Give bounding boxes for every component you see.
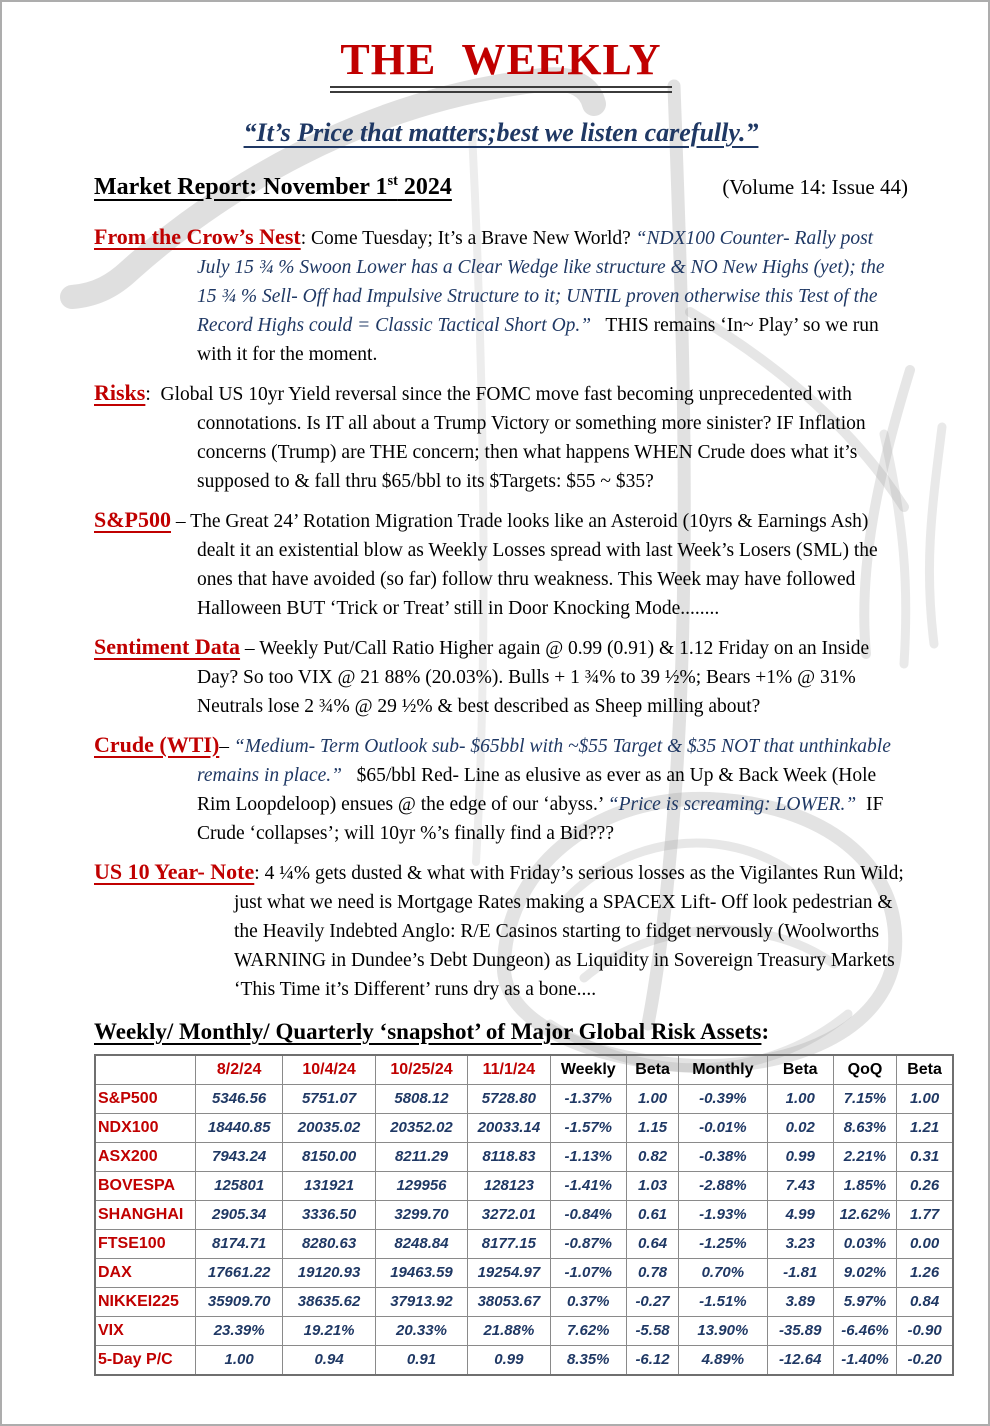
table-cell: 35909.70 (195, 1287, 282, 1316)
section-sep: : (145, 383, 161, 405)
section-body: Global US 10yr Yield reversal since the FOMC move fast becoming unprecedented with connotations. Is IT all about a Trump Victory or something more sinister? IF Inflation concerns (Trump) are THE concern; then what happens WHEN Crude does what it’s supposed to & fall thru $65/bbl to its $Targets: $55 ~ $35? (160, 383, 871, 492)
table-cell: 7943.24 (195, 1142, 282, 1171)
section-crude-wti (94, 730, 908, 848)
table-cell: -1.37% (550, 1084, 626, 1113)
table-cell: 18440.85 (195, 1113, 282, 1142)
table-cell: 13.90% (679, 1316, 767, 1345)
section-us-10-year-note (94, 857, 908, 1004)
table-cell: 17661.22 (195, 1258, 282, 1287)
column-header: 10/25/24 (375, 1055, 467, 1085)
table-cell: -1.41% (550, 1171, 626, 1200)
table-cell: 5346.56 (195, 1084, 282, 1113)
table-title-colon: : (761, 1018, 770, 1044)
table-cell: 23.39% (195, 1316, 282, 1345)
table-cell: 2905.34 (195, 1200, 282, 1229)
table-cell: 7.15% (833, 1084, 896, 1113)
section-lead: Come Tuesday; It’s a Brave New World? (311, 227, 636, 249)
table-cell: 1.00 (195, 1345, 282, 1375)
table-cell: 8248.84 (375, 1229, 467, 1258)
table-cell: 1.00 (897, 1084, 953, 1113)
row-label: BOVESPA (95, 1171, 195, 1200)
newsletter-title: THE WEEKLY (330, 36, 671, 93)
table-cell: -0.90 (897, 1316, 953, 1345)
row-label: ASX200 (95, 1142, 195, 1171)
table-cell: 3336.50 (283, 1200, 375, 1229)
section-tail: IF Crude ‘collapses’; will 10yr %’s finally find a Bid??? (197, 793, 889, 844)
table-cell: 0.78 (626, 1258, 678, 1287)
row-label: VIX (95, 1316, 195, 1345)
section-body: 4 ¼% gets dusted & what with Friday’s serious losses as the Vigilantes Run Wild; just what we need is Mortgage Rates making a SPACEX Lift- Off look pedestrian & the Heavily Indebted Anglo: R/E Casinos starting to fidget nervously (Woolworths WARNING in Dundee’s Debt Dungeon) as Liquidity in Sovereign Treasury Markets ‘This Time it’s Different’ runs dry as a bone.... (234, 862, 909, 1000)
section-risks (94, 378, 908, 496)
column-header: Beta (626, 1055, 678, 1085)
section-blue-quote: “Medium- Term Outlook sub- $65bbl with ~$55 Target & $35 NOT that unthinkable remains in place.” (197, 735, 896, 786)
table-cell: 20033.14 (468, 1113, 550, 1142)
report-header-row (94, 173, 908, 201)
section-sep: : (254, 862, 265, 884)
section-sentiment-data (94, 632, 908, 721)
section-heading-crows-nest: From the Crow’s Nest (94, 223, 301, 249)
table-cell: -1.13% (550, 1142, 626, 1171)
section-body: The Great 24’ Rotation Migration Trade looks like an Asteroid (10yrs & Earnings Ash) dealt it an existential blow as Weekly Losses spread with last Week’s Losers (SML) the ones that have avoided (so far) follow thru weakness. This Week may have followed Halloween BUT ‘Trick or Treat’ still in Door Knocking Mode........ (190, 510, 883, 619)
table-cell: 20035.02 (283, 1113, 375, 1142)
tagline-quote: “It’s Price that matters;best we listen carefully.” (243, 117, 759, 147)
column-header (95, 1055, 195, 1085)
table-cell: 8211.29 (375, 1142, 467, 1171)
row-label: 5-Day P/C (95, 1345, 195, 1375)
table-cell: -0.87% (550, 1229, 626, 1258)
table-cell: 8.63% (833, 1113, 896, 1142)
table-row (95, 1142, 953, 1171)
row-label: FTSE100 (95, 1229, 195, 1258)
table-cell: 5751.07 (283, 1084, 375, 1113)
table-cell: 128123 (468, 1171, 550, 1200)
table-row (95, 1229, 953, 1258)
table-cell: 3.23 (767, 1229, 833, 1258)
section-heading-sentiment: Sentiment Data (94, 633, 241, 659)
section-sep: : (300, 227, 312, 249)
section-blue-quote: “Price is screaming: LOWER.” (607, 793, 857, 815)
table-cell: -12.64 (767, 1345, 833, 1375)
table-cell: 38635.62 (283, 1287, 375, 1316)
table-cell: 20.33% (375, 1316, 467, 1345)
table-cell: 8150.00 (283, 1142, 375, 1171)
table-cell: -6.12 (626, 1345, 678, 1375)
table-cell: 19.21% (283, 1316, 375, 1345)
row-label: NDX100 (95, 1113, 195, 1142)
table-header-row (95, 1055, 953, 1085)
table-cell: 1.26 (897, 1258, 953, 1287)
table-title-text: Weekly/ Monthly/ Quarterly ‘snapshot’ of Major Global Risk Assets (94, 1018, 762, 1044)
table-cell: 0.26 (897, 1171, 953, 1200)
table-cell: 9.02% (833, 1258, 896, 1287)
table-cell: 0.91 (375, 1345, 467, 1375)
table-cell: 4.99 (767, 1200, 833, 1229)
report-title-text: Market Report: November 1 (94, 173, 388, 200)
table-cell: -35.89 (767, 1316, 833, 1345)
section-heading-risks: Risks (94, 379, 146, 405)
table-cell: 3299.70 (375, 1200, 467, 1229)
table-cell: 8280.63 (283, 1229, 375, 1258)
table-body (95, 1084, 953, 1375)
row-label: NIKKEI225 (95, 1287, 195, 1316)
table-cell: 0.31 (897, 1142, 953, 1171)
table-cell: 21.88% (468, 1316, 550, 1345)
table-cell: 8174.71 (195, 1229, 282, 1258)
table-cell: 3.89 (767, 1287, 833, 1316)
section-sep: – (219, 735, 234, 757)
column-header: QoQ (833, 1055, 896, 1085)
table-cell: 1.21 (897, 1113, 953, 1142)
section-tail: THIS remains ‘In~ Play’ so we run with it for the moment. (197, 314, 884, 365)
table-cell: 38053.67 (468, 1287, 550, 1316)
report-title-ordinal: st (387, 172, 398, 189)
table-cell: 0.94 (283, 1345, 375, 1375)
table-row (95, 1287, 953, 1316)
section-crows-nest (94, 222, 908, 369)
column-header: 8/2/24 (195, 1055, 282, 1085)
table-cell: -6.46% (833, 1316, 896, 1345)
report-title-year: 2024 (397, 173, 452, 200)
table-row (95, 1345, 953, 1375)
row-label: DAX (95, 1258, 195, 1287)
section-heading-sp500: S&P500 (94, 506, 171, 532)
table-cell: 0.99 (767, 1142, 833, 1171)
table-cell: 5.97% (833, 1287, 896, 1316)
table-cell: -5.58 (626, 1316, 678, 1345)
table-cell: 0.99 (468, 1345, 550, 1375)
risk-assets-table (94, 1054, 954, 1376)
table-cell: -0.38% (679, 1142, 767, 1171)
table-cell: -1.07% (550, 1258, 626, 1287)
section-heading-crude: Crude (WTI) (94, 731, 220, 757)
table-cell: -0.20 (897, 1345, 953, 1375)
volume-issue: (Volume 14: Issue 44) (722, 174, 908, 199)
document-content (2, 2, 988, 1376)
table-cell: -0.39% (679, 1084, 767, 1113)
table-cell: 1.15 (626, 1113, 678, 1142)
section-body: Weekly Put/Call Ratio Higher again @ 0.99 (0.91) & 1.12 Friday on an Inside Day? So too VIX @ 21 88% (20.03%). Bulls + 1 ¾% to 39 ½%; Bears +1% @ 31% Neutrals lose 2 ¾% @ 29 ½% & best described as Sheep milling about? (197, 637, 875, 717)
table-cell: 19120.93 (283, 1258, 375, 1287)
table-cell: 0.64 (626, 1229, 678, 1258)
column-header: Beta (767, 1055, 833, 1085)
table-cell: 0.82 (626, 1142, 678, 1171)
table-cell: 20352.02 (375, 1113, 467, 1142)
section-heading-us10: US 10 Year- Note (94, 858, 255, 884)
table-row (95, 1171, 953, 1200)
table-cell: 7.43 (767, 1171, 833, 1200)
table-cell: 5728.80 (468, 1084, 550, 1113)
table-cell: 5808.12 (375, 1084, 467, 1113)
column-header: Monthly (679, 1055, 767, 1085)
table-row (95, 1084, 953, 1113)
table-cell: 8177.15 (468, 1229, 550, 1258)
table-cell: 19254.97 (468, 1258, 550, 1287)
table-cell: 1.85% (833, 1171, 896, 1200)
table-cell: 1.00 (626, 1084, 678, 1113)
section-sp500 (94, 505, 908, 623)
table-cell: -2.88% (679, 1171, 767, 1200)
table-cell: 1.00 (767, 1084, 833, 1113)
table-row (95, 1113, 953, 1142)
table-cell: 4.89% (679, 1345, 767, 1375)
table-cell: 1.77 (897, 1200, 953, 1229)
table-header (95, 1055, 953, 1085)
table-cell: 0.84 (897, 1287, 953, 1316)
table-cell: 0.61 (626, 1200, 678, 1229)
table-cell: -1.51% (679, 1287, 767, 1316)
column-header: Weekly (550, 1055, 626, 1085)
table-cell: 1.03 (626, 1171, 678, 1200)
table-cell: -1.93% (679, 1200, 767, 1229)
table-cell: 129956 (375, 1171, 467, 1200)
table-cell: -0.84% (550, 1200, 626, 1229)
table-cell: -1.25% (679, 1229, 767, 1258)
table-cell: 0.03% (833, 1229, 896, 1258)
table-cell: -0.01% (679, 1113, 767, 1142)
column-header: 10/4/24 (283, 1055, 375, 1085)
section-sep: – (240, 637, 260, 659)
table-cell: 0.02 (767, 1113, 833, 1142)
table-cell: 7.62% (550, 1316, 626, 1345)
table-cell: 3272.01 (468, 1200, 550, 1229)
table-cell: 8118.83 (468, 1142, 550, 1171)
row-label: S&P500 (95, 1084, 195, 1113)
section-body: $65/bbl Red- Line as elusive as ever as an Up & Back Week (Hole Rim Loopdeloop) ensues @ the edge of our ‘abyss.’ (197, 764, 882, 815)
table-cell: -1.81 (767, 1258, 833, 1287)
table-cell: 0.00 (897, 1229, 953, 1258)
table-cell: 0.37% (550, 1287, 626, 1316)
table-cell: -0.27 (626, 1287, 678, 1316)
section-sep: – (171, 510, 191, 532)
table-cell: 2.21% (833, 1142, 896, 1171)
table-cell: 37913.92 (375, 1287, 467, 1316)
table-row (95, 1258, 953, 1287)
table-cell: 19463.59 (375, 1258, 467, 1287)
row-label: SHANGHAI (95, 1200, 195, 1229)
section-blue-quote: “NDX100 Counter- Rally post July 15 ¾ % Swoon Lower has a Clear Wedge like structure & NO New Highs (yet); the 15 ¾ % Sell- Off had Impulsive Structure to it; UNTIL proven otherwise this Test of the Record Highs could = Classic Tactical Short Op.” (197, 227, 890, 336)
table-cell: 0.70% (679, 1258, 767, 1287)
table-cell: 8.35% (550, 1345, 626, 1375)
table-cell: 131921 (283, 1171, 375, 1200)
column-header: 11/1/24 (468, 1055, 550, 1085)
table-cell: -1.57% (550, 1113, 626, 1142)
table-title (94, 1019, 908, 1045)
report-title (94, 173, 452, 201)
table-row (95, 1316, 953, 1345)
table-cell: 125801 (195, 1171, 282, 1200)
table-cell: 12.62% (833, 1200, 896, 1229)
table-cell: -1.40% (833, 1345, 896, 1375)
column-header: Beta (897, 1055, 953, 1085)
table-row (95, 1200, 953, 1229)
